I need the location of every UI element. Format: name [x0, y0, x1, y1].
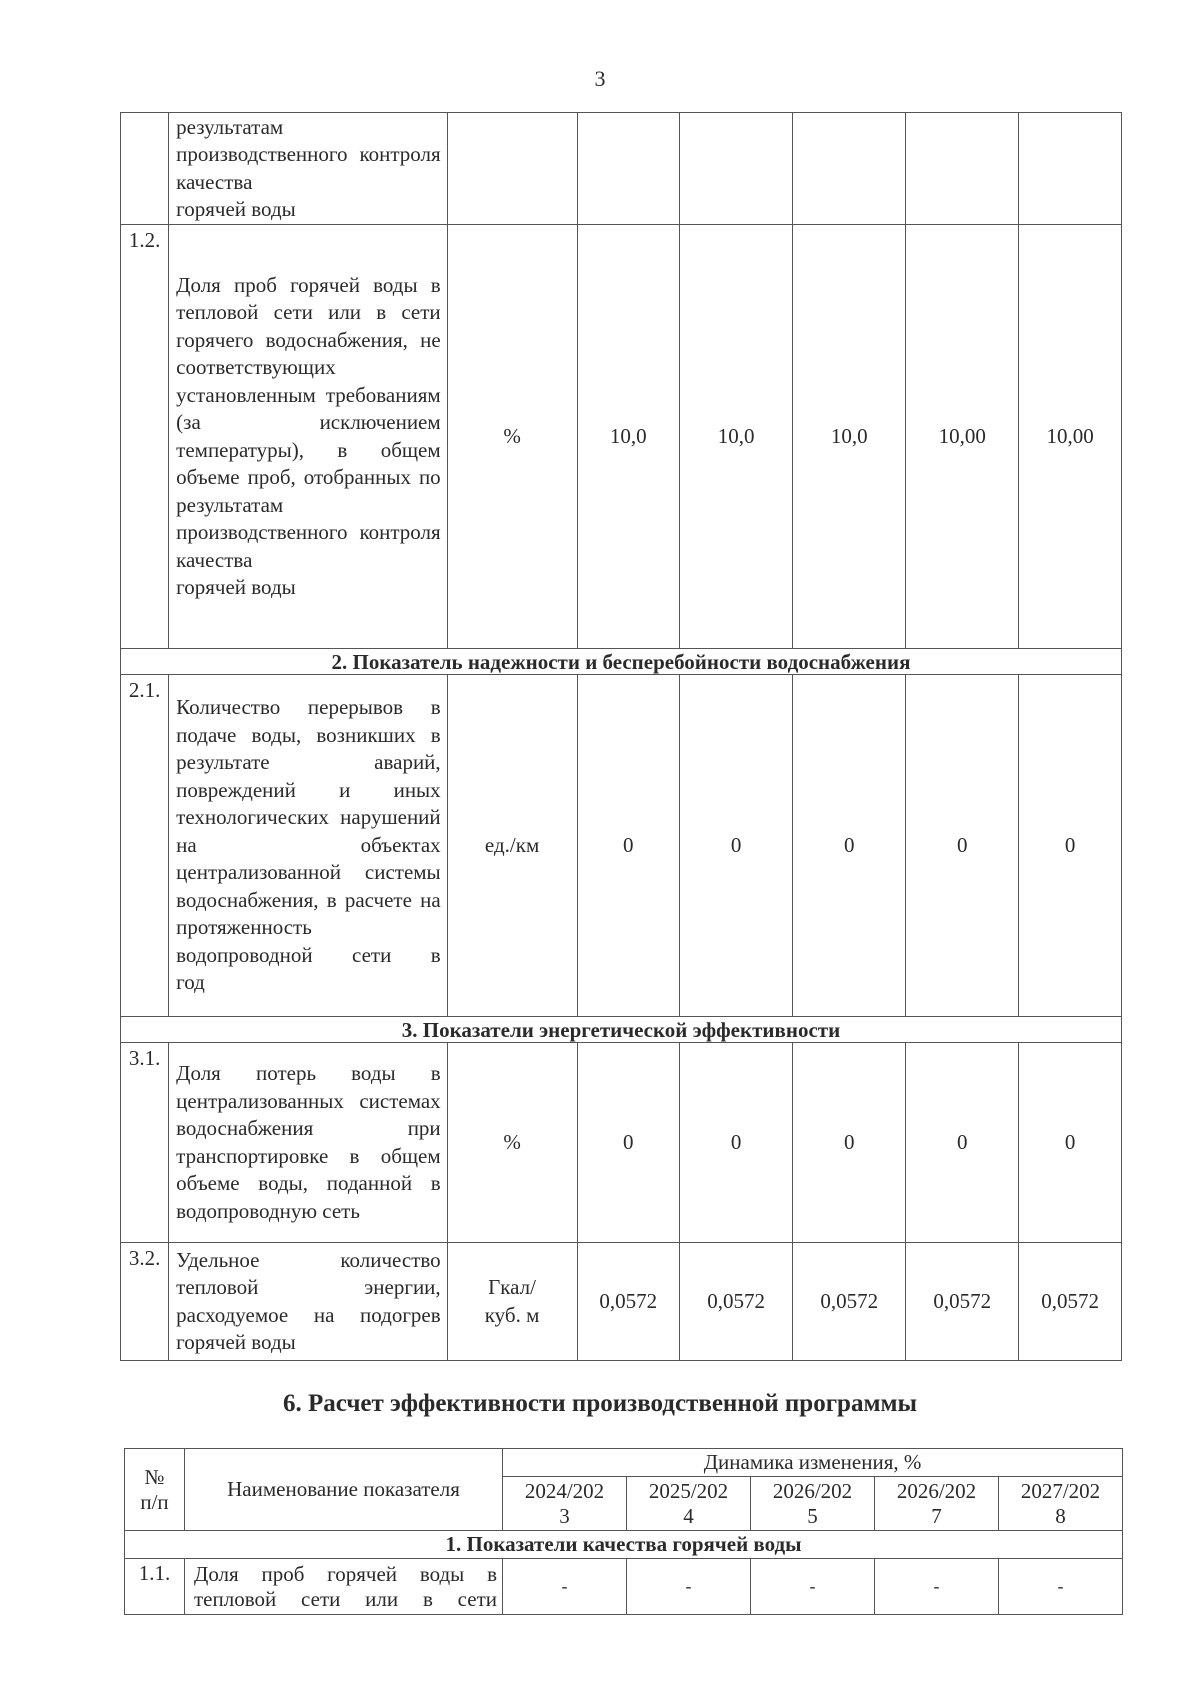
value-cell: -	[999, 1559, 1123, 1615]
header-row	[125, 1449, 1123, 1477]
value-cell: 0	[906, 1043, 1019, 1243]
value-cell: 0	[793, 1043, 906, 1243]
header-line: 2026/202	[772, 1478, 853, 1503]
value-cell: -	[503, 1559, 627, 1615]
row-num-cell	[121, 113, 169, 225]
row-num-cell: 1.2.	[121, 225, 169, 649]
row-desc-cell	[169, 675, 448, 1017]
unit-cell: %	[447, 1043, 577, 1243]
section-heading: 6. Расчет эффективности производственной программы	[282, 1390, 918, 1417]
indicators-table	[120, 112, 1122, 1361]
value-cell: -	[875, 1559, 999, 1615]
header-line: 5	[807, 1503, 818, 1528]
desc-line: в результате аварий,	[176, 722, 441, 775]
value-cell: 10,0	[577, 225, 680, 649]
table-row-continuation	[121, 113, 1122, 225]
table-row-3-1	[121, 1043, 1122, 1243]
value-cell: -	[627, 1559, 751, 1615]
desc-line: водопроводной сети в	[176, 942, 441, 967]
desc-line: технологических	[176, 805, 329, 830]
desc-line: контроля качества	[176, 142, 441, 194]
value-cell: 0,0572	[793, 1243, 906, 1361]
desc-line: общем объеме воды,	[176, 1143, 441, 1195]
desc-line: тепловой энергии,	[176, 1275, 441, 1299]
section-row-3	[121, 1017, 1122, 1043]
desc-line: результатам	[176, 114, 284, 139]
desc-line: нарушений на объектах	[176, 805, 441, 857]
desc-line: расходуемое на подогрев	[176, 1302, 441, 1327]
section-row-2	[121, 649, 1122, 675]
row-desc-cell	[169, 1243, 448, 1361]
col-header-year	[999, 1477, 1123, 1531]
page-number: 3	[594, 66, 606, 91]
header-line: №	[144, 1464, 165, 1489]
desc-line: Доля потерь воды в	[176, 1061, 441, 1085]
desc-line: результатам	[176, 492, 284, 517]
desc-line: сети горячего	[176, 300, 441, 352]
value-cell: 10,00	[1019, 225, 1122, 649]
col-header-year	[751, 1477, 875, 1531]
header-line: 2025/202	[648, 1478, 729, 1503]
desc-line: поданной в	[326, 1171, 441, 1195]
desc-line: централизованной	[176, 860, 341, 885]
row-desc-cell	[169, 225, 448, 649]
row-num-cell: 3.2.	[121, 1243, 169, 1361]
desc-line: Доля проб горячей воды в	[194, 1561, 497, 1586]
header-line: 3	[559, 1503, 570, 1528]
header-line: 8	[1055, 1503, 1066, 1528]
unit-line: куб. м	[484, 1302, 540, 1327]
value-cell: 0,0572	[906, 1243, 1019, 1361]
col-header-year	[627, 1477, 751, 1531]
col-header-num	[125, 1449, 185, 1531]
value-cell: 0	[1019, 1043, 1122, 1243]
desc-line: исключением	[319, 410, 441, 434]
value-cell: 0	[680, 675, 793, 1017]
header-line: 4	[683, 1503, 694, 1528]
row-num-cell: 2.1.	[121, 675, 169, 1017]
col-header-year	[875, 1477, 999, 1531]
desc-line: водопроводную сеть	[176, 1198, 360, 1223]
value-cell: 10,00	[906, 225, 1019, 649]
desc-line: год	[176, 970, 205, 995]
table-row-1-2	[121, 225, 1122, 649]
desc-line: производственного	[176, 520, 348, 544]
desc-line: требованиям (за	[176, 382, 441, 434]
value-cell: -	[751, 1559, 875, 1615]
desc-line: системы водоснабжения,	[176, 860, 441, 912]
desc-line: водоснабжения, не	[265, 327, 441, 352]
desc-line: подаче воды, возникших	[176, 722, 416, 747]
section-title: 1. Показатели качества горячей воды	[125, 1531, 1123, 1559]
unit-cell	[447, 1243, 577, 1361]
value-cell: 0	[577, 1043, 680, 1243]
col-header-name: Наименование показателя	[185, 1449, 503, 1531]
desc-line: в тепловой сети или в	[176, 272, 441, 324]
desc-line: контроля качества	[176, 520, 441, 572]
header-line: 2026/202	[896, 1478, 977, 1503]
desc-line: объеме проб,	[176, 465, 296, 489]
unit-line: Гкал/	[488, 1275, 537, 1299]
desc-line: системах водоснабжения	[176, 1088, 441, 1140]
desc-line: Доля проб горячей воды	[176, 272, 418, 297]
desc-line: повреждений и иных	[176, 777, 441, 802]
unit-cell: %	[447, 225, 577, 649]
value-cell: 10,0	[680, 225, 793, 649]
value-cell: 10,0	[793, 225, 906, 649]
header-line: 2024/202	[524, 1478, 605, 1503]
desc-line: в расчете на	[326, 887, 441, 912]
row-desc-cell	[169, 1043, 448, 1243]
table-row-3-2	[121, 1243, 1122, 1361]
row-desc-cell	[185, 1559, 503, 1615]
desc-line: отобранных по	[303, 465, 441, 489]
header-line: 7	[931, 1503, 942, 1528]
desc-line: горячей воды	[176, 575, 296, 599]
desc-line: Количество перерывов в	[176, 695, 441, 720]
table-row-1-1	[125, 1559, 1123, 1615]
section-title: 3. Показатели энергетической эффективности	[121, 1017, 1122, 1043]
table-row-2-1	[121, 675, 1122, 1017]
value-cell: 0	[577, 675, 680, 1017]
section-row-1	[125, 1531, 1123, 1559]
desc-line: тепловой сети или в сети	[194, 1586, 497, 1611]
value-cell: 0,0572	[680, 1243, 793, 1361]
section-title: 2. Показатель надежности и бесперебойности водоснабжения	[121, 649, 1122, 675]
desc-line: установленным	[176, 382, 316, 407]
desc-line: температуры), в общем	[176, 437, 441, 462]
desc-line: Удельное количество	[176, 1247, 441, 1272]
col-header-year	[503, 1477, 627, 1531]
value-cell: 0	[680, 1043, 793, 1243]
desc-line: протяженность	[176, 915, 312, 940]
desc-line: горячей воды	[176, 1330, 296, 1354]
header-line: п/п	[140, 1489, 169, 1514]
desc-line: при транспортировке в	[176, 1116, 441, 1168]
unit-cell: ед./км	[447, 675, 577, 1017]
value-cell: 0,0572	[1019, 1243, 1122, 1361]
value-cell: 0	[793, 675, 906, 1017]
row-num-cell: 1.1.	[125, 1559, 185, 1615]
value-cell: 0	[906, 675, 1019, 1017]
value-cell: 0	[1019, 675, 1122, 1017]
desc-line: централизованных	[176, 1088, 344, 1113]
header-line: 2027/202	[1020, 1478, 1101, 1503]
row-desc-cell	[169, 113, 448, 225]
desc-line: горячей воды	[176, 197, 296, 221]
desc-line: соответствующих	[176, 355, 336, 379]
row-num-cell: 3.1.	[121, 1043, 169, 1243]
efficiency-table	[124, 1448, 1123, 1615]
value-cell: 0,0572	[577, 1243, 680, 1361]
col-header-dynamics: Динамика изменения, %	[503, 1449, 1123, 1477]
desc-line: производственного	[176, 142, 348, 166]
